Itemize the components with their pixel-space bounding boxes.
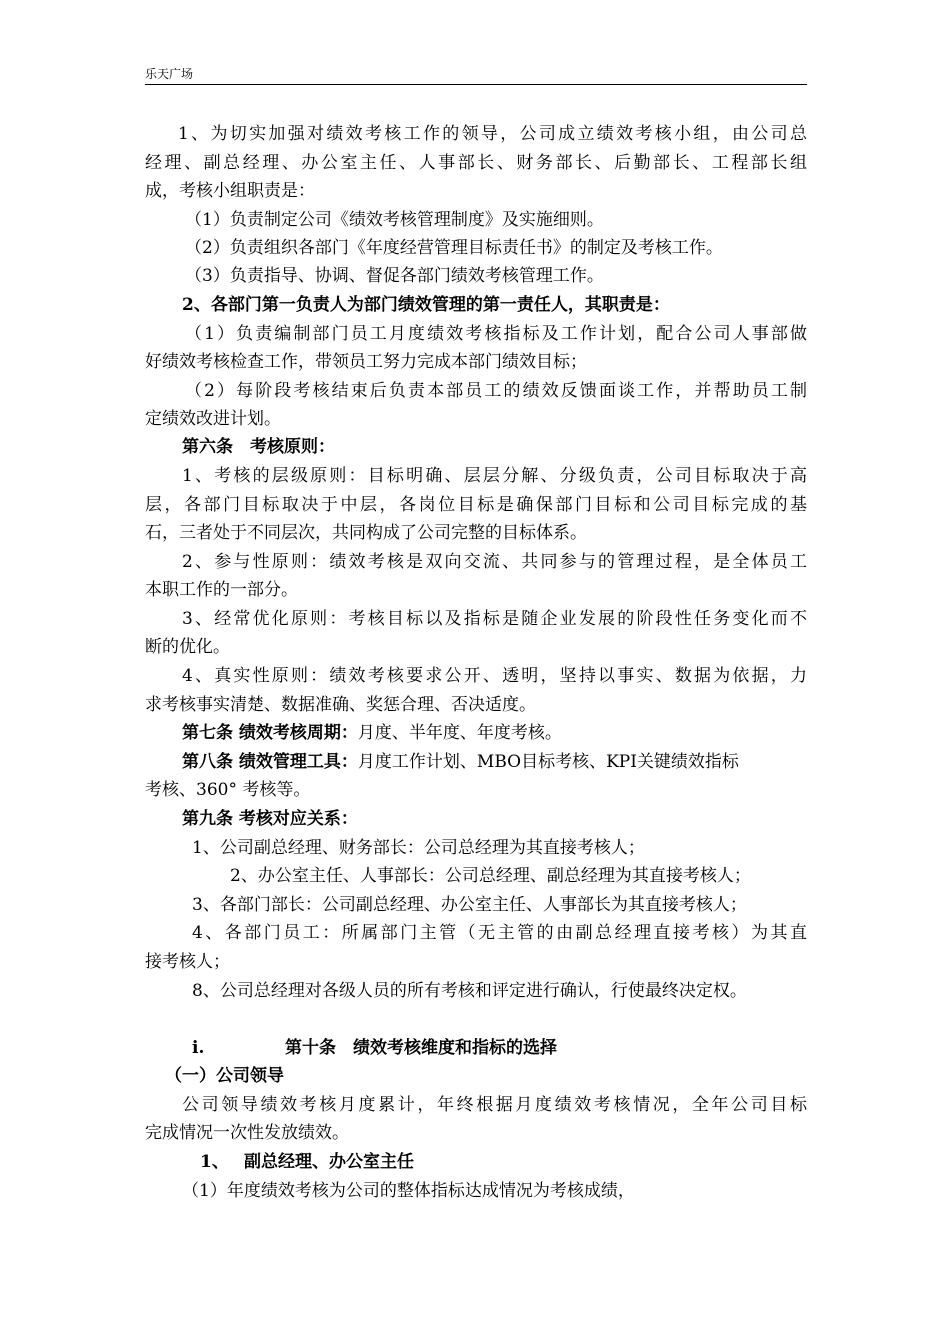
paragraph-line: （1）负责编制部门员工月度绩效考核指标及工作计划，配合公司人事部做 (185, 324, 807, 344)
paragraph-line: 3、经常优化原则：考核目标以及指标是随企业发展的阶段性任务变化而不 (182, 609, 807, 629)
paragraph-line: 2、参与性原则：绩效考核是双向交流、共同参与的管理过程，是全体员工 (182, 552, 807, 572)
paragraph-line: 2、办公室主任、人事部长：公司总经理、副总经理为其直接考核人； (230, 866, 751, 886)
paragraph-line: 求考核事实清楚、数据准确、奖惩合理、否决适度。 (145, 695, 536, 715)
paragraph-line: 2、各部门第一负责人为部门绩效管理的第一责任人，其职责是： (182, 295, 670, 315)
paragraph-line: 1、考核的层级原则：目标明确、层层分解、分级负责，公司目标取决于高 (182, 466, 807, 486)
header-title: 乐天广场 (145, 67, 194, 81)
paragraph-line: 好绩效考核检查工作，带领员工努力完成本部门绩效目标； (145, 352, 587, 372)
paragraph-line: 成，考核小组职责是： (145, 181, 315, 201)
section-heading (182, 722, 562, 744)
page-header (145, 62, 807, 85)
paragraph-line: 公司领导绩效考核月度累计，年终根据月度绩效考核情况，全年公司目标 (182, 1095, 807, 1115)
paragraph-line: （2）负责组织各部门《年度经营管理目标责任书》的制定及考核工作。 (185, 238, 723, 258)
section-label: 第七条 绩效考核周期： (182, 723, 358, 743)
paragraph-line: 接考核人； (145, 952, 230, 972)
paragraph-line: 层，各部门目标取决于中层，各岗位目标是确保部门目标和公司目标完成的基 (145, 495, 807, 515)
paragraph-line: 本职工作的一部分。 (145, 580, 298, 600)
section-heading: 第六条 考核原则： (182, 437, 335, 457)
paragraph-line: （2）每阶段考核结束后负责本部员工的绩效反馈面谈工作，并帮助员工制 (185, 381, 807, 401)
paragraph-line: 1、公司副总经理、财务部长：公司总经理为其直接考核人； (192, 838, 645, 858)
paragraph-line: 石，三者处于不同层次，共同构成了公司完整的目标体系。 (145, 523, 587, 543)
paragraph-line: （3）负责指导、协调、督促各部门绩效考核管理工作。 (185, 266, 604, 286)
paragraph-line: 经理、副总经理、办公室主任、人事部长、财务部长、后勤部长、工程部长组 (145, 153, 807, 173)
paragraph-line: 断的优化。 (145, 637, 230, 657)
paragraph-line: 完成情况一次性发放绩效。 (145, 1123, 349, 1143)
section-heading: 第九条 考核对应关系： (182, 809, 358, 829)
paragraph-line: 考核、360° 考核等。 (145, 780, 311, 800)
paragraph-line: 定绩效改进计划。 (145, 409, 281, 429)
paragraph-line: 4、各部门员工：所属部门主管（无主管的由副总经理直接考核）为其直 (192, 923, 807, 943)
section-label: 第八条 绩效管理工具： (182, 752, 358, 772)
section-text: 月度、半年度、年度考核。 (357, 723, 562, 743)
paragraph-line: 8、公司总经理对各级人员的所有考核和评定进行确认，行使最终决定权。 (192, 981, 747, 1001)
paragraph-line: 1、为切实加强对绩效考核工作的领导，公司成立绩效考核小组，由公司总 (178, 124, 807, 144)
paragraph-line: （1）负责制定公司《绩效考核管理制度》及实施细则。 (185, 210, 604, 230)
paragraph-line: 3、各部门部长：公司副总经理、办公室主任、人事部长为其直接考核人； (192, 895, 747, 915)
paragraph-line: （1）年度绩效考核为公司的整体指标达成情况为考核成绩， (182, 1181, 635, 1201)
subsection-heading: （一）公司领导 (165, 1066, 284, 1086)
list-marker: i. (192, 1038, 205, 1058)
section-heading (182, 751, 739, 773)
paragraph-line: 4、真实性原则：绩效考核要求公开、透明，坚持以事实、数据为依据，力 (182, 666, 807, 686)
section-heading: 第十条 绩效考核维度和指标的选择 (285, 1038, 557, 1058)
subsection-heading: 副总经理、办公室主任 (244, 1152, 414, 1172)
list-marker: 1、 (200, 1152, 229, 1172)
section-text: 月度工作计划、MBO目标考核、KPI关键绩效指标 (357, 752, 739, 772)
